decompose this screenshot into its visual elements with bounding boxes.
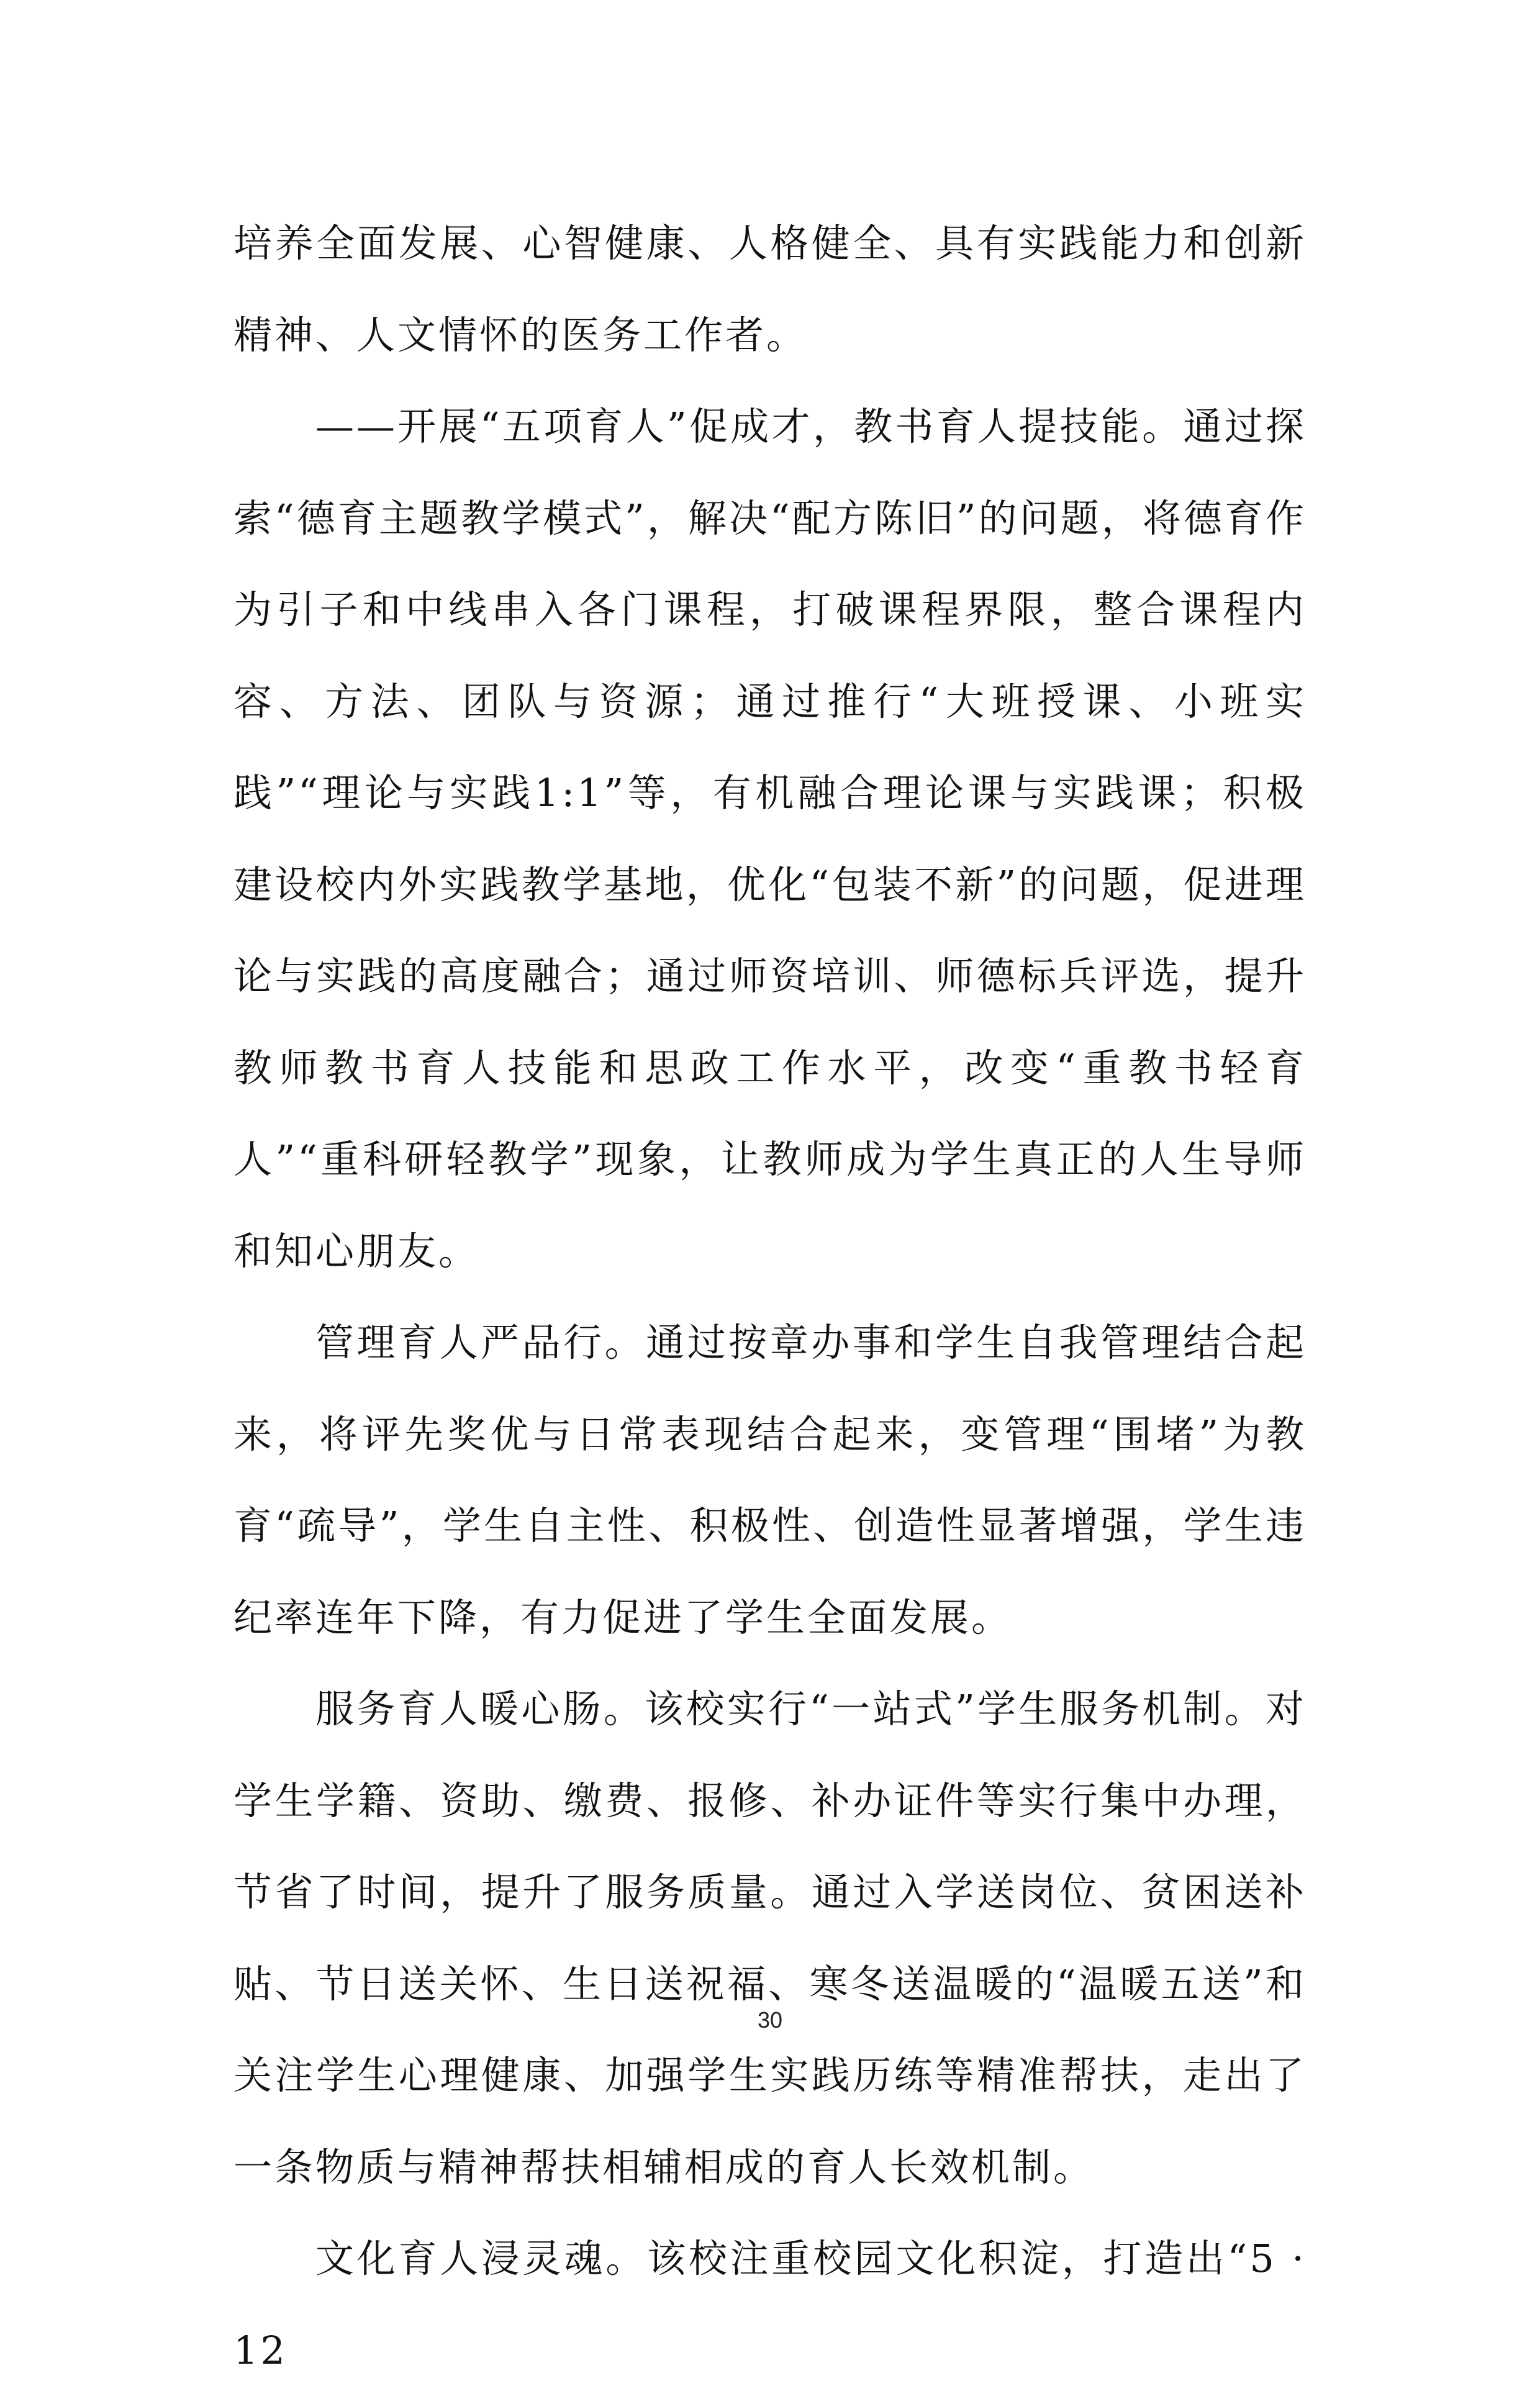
- paragraph-culture-education: 文化育人浸灵魂。该校注重校园文化积淀，打造出“5 ·12: [233, 2236, 1307, 2373]
- paragraph-service-education: 服务育人暖心肠。该校实行“一站式”学生服务机制。对学生学籍、资助、缴费、报修、补办证件等实行集中办理，节省了时间，提升了服务质量。通过入学送岗位、贫困送补贴、节日送关怀、生日送祝福、寒冬送温暖的“温暖五送”和关注学生心理健康、加强学生实践历练等精准帮扶，走出了一条物质与精神帮扶相辅相成的育人长效机制。: [233, 1686, 1307, 2190]
- paragraph-five-education: ——开展“五项育人”促成才，教书育人提技能。通过探索“德育主题教学模式”，解决“配方陈旧”的问题，将德育作为引子和中线串入各门课程，打破课程界限，整合课程内容、方法、团队与资源；通过推行“大班授课、小班实践”“理论与实践1:1”等，有机融合理论课与实践课；积极建设校内外实践教学基地，优化“包装不新”的问题，促进理论与实践的高度融合；通过师资培训、师德标兵评选，提升教师教书育人技能和思政工作水平，改变“重教书轻育人”“重科研轻教学”现象，让教师成为学生真正的人生导师和知心朋友。: [233, 404, 1307, 1274]
- paragraph-continuation: 培养全面发展、心智健康、人格健全、具有实践能力和创新精神、人文情怀的医务工作者。: [233, 220, 1307, 358]
- body-text: [233, 197, 1307, 2396]
- paragraph-management-education: 管理育人严品行。通过按章办事和学生自我管理结合起来，将评先奖优与日常表现结合起来，变管理“围堵”为教育“疏导”，学生自主性、积极性、创造性显著增强，学生违纪率连年下降，有力促进了学生全面发展。: [233, 1320, 1307, 1640]
- page-number: 30: [757, 2007, 783, 2033]
